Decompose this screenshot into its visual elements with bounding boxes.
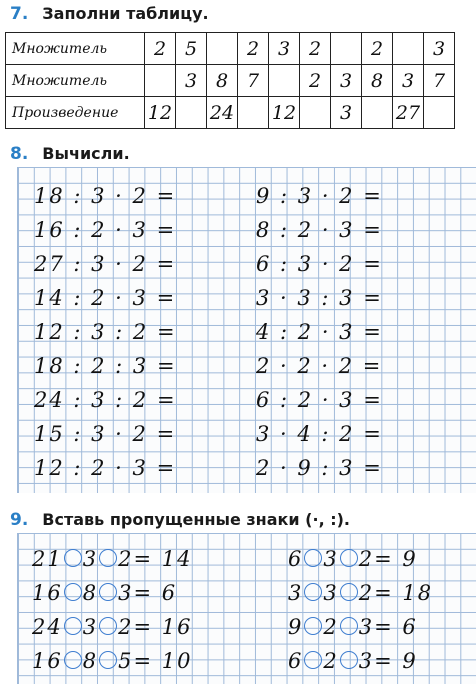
sign-slot[interactable] (340, 651, 358, 669)
operand: 6 (288, 547, 304, 571)
result: = 6 (374, 615, 418, 639)
expression-right: 3 · 3 : 3 = (256, 286, 383, 310)
sign-slot[interactable] (99, 583, 117, 601)
sign-slot[interactable] (64, 617, 82, 635)
operand: 2 (118, 615, 134, 639)
sign-slot[interactable] (340, 583, 358, 601)
operand: 3 (358, 615, 375, 639)
sign-slot[interactable] (304, 617, 322, 635)
expression-left: 15 : 3 · 2 = (34, 422, 177, 446)
table-cell[interactable] (145, 65, 176, 97)
result: = 10 (133, 649, 193, 673)
operand: 8 (82, 649, 99, 673)
result: = 14 (133, 547, 193, 571)
table-cell[interactable]: 3 (331, 65, 362, 97)
sign-slot[interactable] (340, 617, 358, 635)
operand: 8 (82, 581, 99, 605)
expression-right: 2 · 9 : 3 = (256, 456, 383, 480)
table-cell[interactable]: 2 (145, 33, 176, 65)
table-cell[interactable] (207, 33, 238, 65)
sign-slot[interactable] (340, 549, 358, 567)
task-title: Заполни таблицу. (42, 4, 209, 23)
table-cell[interactable] (238, 97, 269, 129)
table-cell[interactable]: 2 (238, 33, 269, 65)
table-cell[interactable]: 5 (176, 33, 207, 65)
grid-area-task-8 (17, 167, 476, 493)
table-cell[interactable] (300, 97, 331, 129)
operand: 2 (118, 547, 134, 571)
row-label: Множитель (6, 33, 145, 65)
operand: 2 (358, 547, 375, 571)
equation-left (32, 615, 192, 639)
result: = 18 (374, 581, 434, 605)
table-cell[interactable]: 7 (424, 65, 455, 97)
operand: 3 (288, 581, 304, 605)
table-cell[interactable]: 8 (207, 65, 238, 97)
table-cell[interactable]: 3 (424, 33, 455, 65)
table-cell[interactable]: 12 (145, 97, 176, 129)
table-cell[interactable]: 2 (300, 65, 331, 97)
table-cell[interactable]: 7 (238, 65, 269, 97)
grid-area-task-9 (17, 533, 476, 684)
equation-right (288, 547, 418, 571)
equation-right (288, 615, 418, 639)
expression-right: 3 · 4 : 2 = (256, 422, 383, 446)
expression-left: 12 : 3 : 2 = (34, 320, 177, 344)
expression-left: 16 : 2 · 3 = (34, 218, 177, 242)
sign-slot[interactable] (99, 651, 117, 669)
task-9-header (10, 510, 350, 530)
sign-slot[interactable] (99, 617, 117, 635)
table-cell[interactable]: 2 (300, 33, 331, 65)
result: = 9 (374, 547, 418, 571)
expression-left: 14 : 2 · 3 = (34, 286, 177, 310)
equation-left (32, 547, 192, 571)
equation-left (32, 581, 177, 605)
table-cell[interactable]: 12 (269, 97, 300, 129)
expression-right: 9 : 3 · 2 = (256, 184, 383, 208)
table-cell[interactable] (176, 97, 207, 129)
operand: 2 (358, 581, 375, 605)
operand: 3 (82, 547, 99, 571)
operand: 24 (32, 615, 63, 639)
table-cell[interactable]: 24 (207, 97, 238, 129)
expression-right: 8 : 2 · 3 = (256, 218, 383, 242)
table-cell[interactable]: 3 (176, 65, 207, 97)
task-number: 8. (10, 144, 29, 164)
table-cell[interactable]: 27 (393, 97, 424, 129)
operand: 3 (118, 581, 134, 605)
task-title: Вставь пропущенные знаки (·, :). (42, 510, 350, 529)
equation-left (32, 649, 192, 673)
expression-left: 18 : 3 · 2 = (34, 184, 177, 208)
table-cell[interactable] (331, 33, 362, 65)
operand: 3 (323, 547, 339, 571)
expression-left: 12 : 2 · 3 = (34, 456, 177, 480)
operand: 9 (288, 615, 304, 639)
expression-left: 27 : 3 · 2 = (34, 252, 177, 276)
equation-right (288, 581, 433, 605)
operand: 2 (323, 615, 339, 639)
multiplication-table (5, 32, 455, 129)
sign-slot[interactable] (304, 549, 322, 567)
expression-right: 6 : 2 · 3 = (256, 388, 383, 412)
table-cell[interactable]: 3 (331, 97, 362, 129)
table-row (6, 65, 455, 97)
table-row (6, 97, 455, 129)
row-label: Множитель (6, 65, 145, 97)
operand: 2 (323, 649, 339, 673)
table-cell[interactable]: 2 (362, 33, 393, 65)
expression-right: 2 · 2 · 2 = (256, 354, 383, 378)
row-label: Произведение (6, 97, 145, 129)
operand: 3 (82, 615, 99, 639)
table-row (6, 33, 455, 65)
operand: 16 (32, 581, 63, 605)
table-cell[interactable] (424, 97, 455, 129)
result: = 9 (374, 649, 418, 673)
sign-slot[interactable] (64, 549, 82, 567)
operand: 3 (358, 649, 375, 673)
task-number: 7. (10, 4, 29, 24)
expression-right: 4 : 2 · 3 = (256, 320, 383, 344)
task-number: 9. (10, 510, 29, 530)
sign-slot[interactable] (64, 651, 82, 669)
table-cell[interactable]: 3 (393, 65, 424, 97)
result: = 16 (133, 615, 193, 639)
equation-right (288, 649, 418, 673)
table-cell[interactable]: 3 (269, 33, 300, 65)
operand: 21 (32, 547, 63, 571)
table-cell[interactable]: 8 (362, 65, 393, 97)
operand: 3 (323, 581, 339, 605)
expression-right: 6 : 3 · 2 = (256, 252, 383, 276)
task-8-header (10, 144, 130, 164)
result: = 6 (133, 581, 178, 605)
expression-left: 24 : 3 : 2 = (34, 388, 177, 412)
sign-slot[interactable] (99, 549, 117, 567)
sign-slot[interactable] (64, 583, 82, 601)
expression-left: 18 : 2 : 3 = (34, 354, 177, 378)
table-cell[interactable] (362, 97, 393, 129)
task-title: Вычисли. (42, 144, 130, 163)
sign-slot[interactable] (304, 651, 322, 669)
operand: 5 (118, 649, 134, 673)
operand: 6 (288, 649, 304, 673)
task-7-header (10, 4, 209, 24)
table-cell[interactable] (269, 65, 300, 97)
table-cell[interactable] (393, 33, 424, 65)
sign-slot[interactable] (304, 583, 322, 601)
operand: 16 (32, 649, 63, 673)
